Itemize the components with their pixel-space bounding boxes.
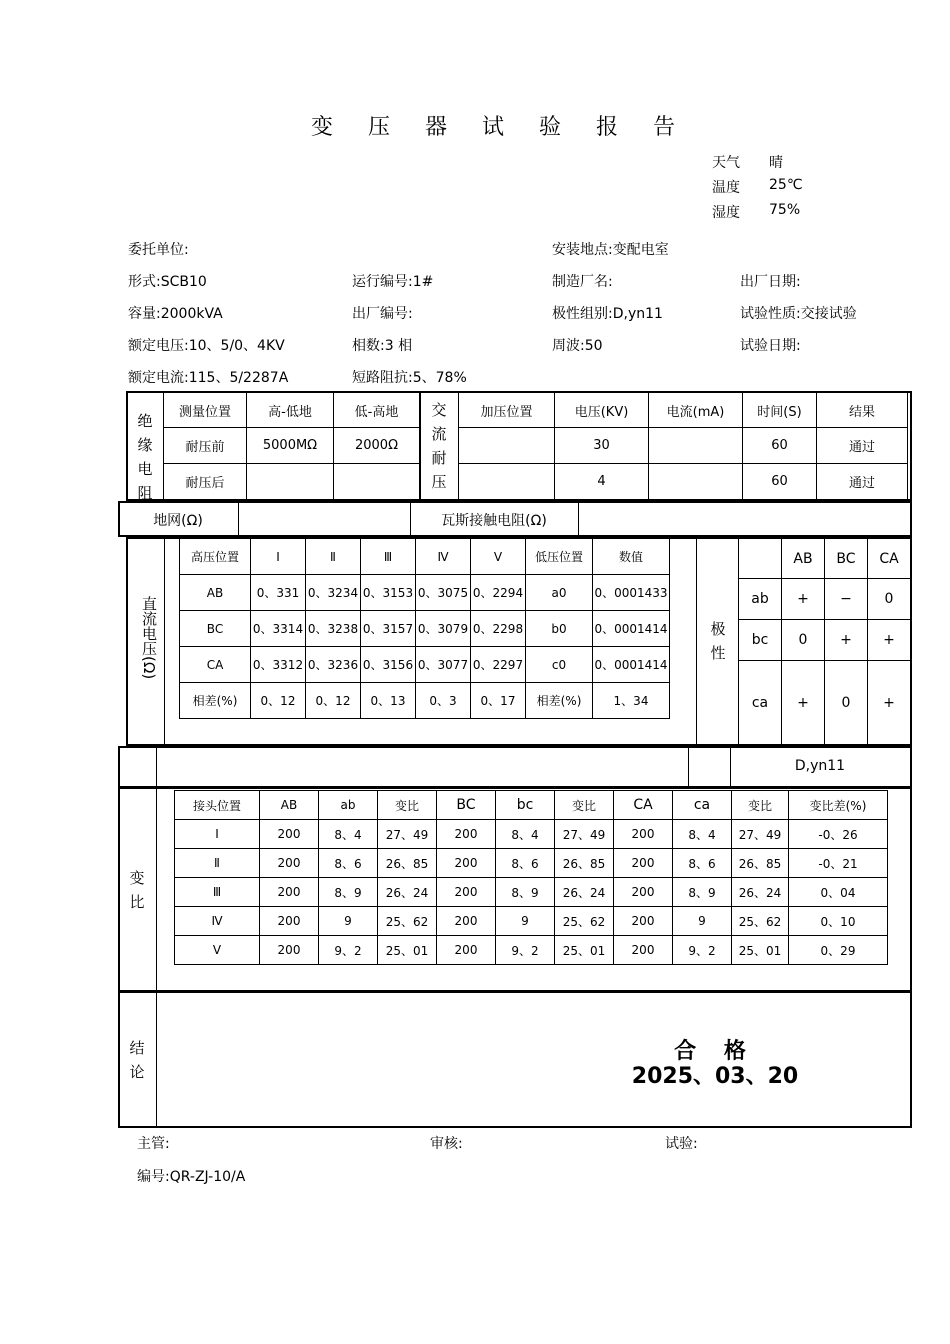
dc-cell: a0 xyxy=(526,575,593,611)
polarity-cell: + xyxy=(782,579,825,620)
table-row xyxy=(180,611,670,647)
weather-label: 天气 xyxy=(712,155,740,171)
ratio-cell: 26、85 xyxy=(732,849,789,878)
ratio-header: bc xyxy=(496,791,555,820)
ratio-cell: 8、6 xyxy=(319,849,378,878)
polarity-cell: 0 xyxy=(825,661,868,745)
dc-header: 高压位置 xyxy=(180,539,251,575)
ratio-cell: 25、62 xyxy=(378,907,437,936)
ratio-cell: 26、24 xyxy=(732,878,789,907)
dc-cell: 0、331 xyxy=(251,575,306,611)
ratio-cell: 8、6 xyxy=(496,849,555,878)
frequency-field: 周波:50 xyxy=(552,338,603,354)
dc-cell: 0、3153 xyxy=(361,575,416,611)
impedance-field: 短路阻抗:5、78% xyxy=(352,370,467,386)
polarity-header: CA xyxy=(868,539,911,579)
ratio-cell: 8、4 xyxy=(673,820,732,849)
ratio-cell: 26、24 xyxy=(378,878,437,907)
ratio-cell: Ⅱ xyxy=(175,849,260,878)
dc-header: Ⅴ xyxy=(471,539,526,575)
model-field: 形式:SCB10 xyxy=(128,274,207,290)
ratio-cell: 200 xyxy=(614,849,673,878)
ratio-table xyxy=(174,790,888,965)
reviewer-field: 审核: xyxy=(430,1136,463,1152)
factory-date-field: 出厂日期: xyxy=(740,274,801,290)
withstand-header: 结果 xyxy=(817,393,908,428)
humidity-label: 湿度 xyxy=(712,205,740,221)
ratio-cell: 200 xyxy=(260,936,319,965)
ratio-cell: 8、4 xyxy=(319,820,378,849)
ratio-cell: 9 xyxy=(673,907,732,936)
dc-cell: 0、3157 xyxy=(361,611,416,647)
table-row xyxy=(175,878,888,907)
polarity-cell: 0 xyxy=(782,620,825,661)
ratio-header: BC xyxy=(437,791,496,820)
insulation-hl: 5000MΩ xyxy=(247,428,334,464)
ratio-cell: 9、2 xyxy=(496,936,555,965)
dc-cell: 0、3234 xyxy=(306,575,361,611)
table-row xyxy=(180,647,670,683)
polarity-cell: + xyxy=(868,620,911,661)
ratio-header: 变比 xyxy=(378,791,437,820)
dc-cell: 0、3 xyxy=(416,683,471,719)
dc-cell: 0、0001433 xyxy=(593,575,670,611)
rated-voltage-field: 额定电压:10、5/0、4KV xyxy=(128,338,285,354)
insulation-lh: 2000Ω xyxy=(334,428,420,464)
temperature-value: 25℃ xyxy=(769,177,803,193)
insulation-lh xyxy=(334,464,420,500)
phases-field: 相数:3 相 xyxy=(352,338,413,354)
polarity-cell: + xyxy=(825,620,868,661)
ratio-cell: 0、10 xyxy=(789,907,888,936)
conclusion-date: 2025、03、20 xyxy=(631,1064,799,1089)
dc-cell: 1、34 xyxy=(593,683,670,719)
run-no-field: 运行编号:1# xyxy=(352,274,434,290)
supervisor-field: 主管: xyxy=(137,1136,170,1152)
withstand-result: 通过 xyxy=(817,464,908,500)
client-field: 委托单位: xyxy=(128,242,189,258)
polarity-cell: ab xyxy=(739,579,782,620)
ratio-cell: 200 xyxy=(614,936,673,965)
dc-header: 低压位置 xyxy=(526,539,593,575)
vector-group-field: 极性组别:D,yn11 xyxy=(552,306,663,322)
dc-cell: c0 xyxy=(526,647,593,683)
ratio-cell: 200 xyxy=(260,849,319,878)
polarity-header xyxy=(739,539,782,579)
polarity-section-label: 极 性 xyxy=(710,620,726,662)
ratio-cell: 8、6 xyxy=(673,849,732,878)
insulation-hl xyxy=(247,464,334,500)
capacity-field: 容量:2000kVA xyxy=(128,306,223,322)
dc-cell: 0、0001414 xyxy=(593,611,670,647)
withstand-ma xyxy=(649,464,743,500)
humidity-value: 75% xyxy=(769,202,801,218)
dc-cell: 0、2297 xyxy=(471,647,526,683)
ratio-cell: 26、85 xyxy=(555,849,614,878)
withstand-result: 通过 xyxy=(817,428,908,464)
dc-cell: 相差(%) xyxy=(180,683,251,719)
withstand-header: 加压位置 xyxy=(459,393,555,428)
ratio-cell: 27、49 xyxy=(555,820,614,849)
polarity-cell: − xyxy=(825,579,868,620)
ratio-cell: 9、2 xyxy=(673,936,732,965)
withstand-s: 60 xyxy=(743,464,817,500)
ratio-cell: 200 xyxy=(614,907,673,936)
ratio-cell: 27、49 xyxy=(732,820,789,849)
dc-cell: 0、13 xyxy=(361,683,416,719)
insulation-pos: 耐压前 xyxy=(164,428,247,464)
polarity-cell: + xyxy=(868,661,911,745)
ratio-cell: 8、9 xyxy=(319,878,378,907)
factory-no-field: 出厂编号: xyxy=(352,306,413,322)
table-row xyxy=(180,575,670,611)
polarity-cell: ca xyxy=(739,661,782,745)
ratio-cell: Ⅰ xyxy=(175,820,260,849)
ratio-cell: 8、9 xyxy=(673,878,732,907)
ratio-cell: 26、85 xyxy=(378,849,437,878)
ratio-cell: 8、9 xyxy=(496,878,555,907)
gas-contact-label: 瓦斯接触电阻(Ω) xyxy=(441,513,547,529)
ratio-cell: 25、01 xyxy=(555,936,614,965)
page-title: 变 压 器 试 验 报 告 xyxy=(311,115,689,140)
conclusion-result: 合 格 xyxy=(674,1039,756,1064)
dc-cell: 0、3238 xyxy=(306,611,361,647)
insulation-header: 低-高地 xyxy=(334,393,420,428)
dc-cell: 0、3236 xyxy=(306,647,361,683)
dc-cell: 0、2294 xyxy=(471,575,526,611)
ratio-cell: 200 xyxy=(437,849,496,878)
ratio-header: 变比 xyxy=(555,791,614,820)
dc-cell: 0、3156 xyxy=(361,647,416,683)
withstand-pos xyxy=(459,428,555,464)
dc-cell: 0、0001414 xyxy=(593,647,670,683)
ratio-cell: 200 xyxy=(437,820,496,849)
ratio-cell: -0、26 xyxy=(789,820,888,849)
document-number: 编号:QR-ZJ-10/A xyxy=(137,1169,246,1185)
ratio-cell: 9 xyxy=(319,907,378,936)
dc-cell: 0、17 xyxy=(471,683,526,719)
withstand-kv: 4 xyxy=(555,464,649,500)
dc-section-label: 直流电压(Ω) xyxy=(140,596,158,680)
dc-header: Ⅲ xyxy=(361,539,416,575)
dc-cell: AB xyxy=(180,575,251,611)
ratio-header: CA xyxy=(614,791,673,820)
ratio-cell: 0、04 xyxy=(789,878,888,907)
ratio-section-label: 变 比 xyxy=(129,869,145,911)
ratio-cell: Ⅲ xyxy=(175,878,260,907)
dc-cell: 0、3079 xyxy=(416,611,471,647)
polarity-header: BC xyxy=(825,539,868,579)
dc-header: Ⅱ xyxy=(306,539,361,575)
dc-cell: 0、2298 xyxy=(471,611,526,647)
test-date-field: 试验日期: xyxy=(740,338,801,354)
ratio-cell: 9、2 xyxy=(319,936,378,965)
ratio-cell: Ⅳ xyxy=(175,907,260,936)
ratio-cell: 200 xyxy=(260,820,319,849)
withstand-s: 60 xyxy=(743,428,817,464)
insulation-header: 测量位置 xyxy=(164,393,247,428)
ratio-cell: 26、24 xyxy=(555,878,614,907)
withstand-section-label: 交 流 耐 压 xyxy=(431,401,447,491)
maker-field: 制造厂名: xyxy=(552,274,613,290)
ratio-cell: 25、01 xyxy=(378,936,437,965)
ratio-cell: 25、01 xyxy=(732,936,789,965)
ratio-header: ab xyxy=(319,791,378,820)
dc-cell: 0、3314 xyxy=(251,611,306,647)
table-row xyxy=(739,661,911,745)
polarity-table xyxy=(738,538,911,745)
table-row xyxy=(739,579,911,620)
temperature-label: 温度 xyxy=(712,180,740,196)
insulation-table xyxy=(163,392,420,500)
ratio-header: 接头位置 xyxy=(175,791,260,820)
ratio-cell: Ⅴ xyxy=(175,936,260,965)
dc-header: Ⅳ xyxy=(416,539,471,575)
ratio-header: 变比差(%) xyxy=(789,791,888,820)
withstand-header: 时间(S) xyxy=(743,393,817,428)
ground-label: 地网(Ω) xyxy=(153,513,203,529)
ratio-cell: 200 xyxy=(260,907,319,936)
table-row xyxy=(180,683,670,719)
weather-value: 晴 xyxy=(769,155,783,171)
table-row xyxy=(175,849,888,878)
table-row xyxy=(175,907,888,936)
polarity-cell: 0 xyxy=(868,579,911,620)
dc-cell: 0、12 xyxy=(306,683,361,719)
ratio-header: AB xyxy=(260,791,319,820)
dc-cell: CA xyxy=(180,647,251,683)
ratio-cell: 200 xyxy=(614,820,673,849)
ratio-cell: 0、29 xyxy=(789,936,888,965)
ratio-cell: 9 xyxy=(496,907,555,936)
ratio-cell: 200 xyxy=(614,878,673,907)
ratio-cell: 200 xyxy=(437,907,496,936)
polarity-cell: bc xyxy=(739,620,782,661)
dc-cell: 0、3312 xyxy=(251,647,306,683)
dc-cell: 0、12 xyxy=(251,683,306,719)
withstand-header: 电压(KV) xyxy=(555,393,649,428)
dc-table xyxy=(179,538,670,719)
ratio-cell: 27、49 xyxy=(378,820,437,849)
ratio-header: 变比 xyxy=(732,791,789,820)
dc-cell: 0、3077 xyxy=(416,647,471,683)
insulation-section-label: 绝 缘 电 阻 xyxy=(137,412,153,502)
withstand-pos xyxy=(459,464,555,500)
polarity-group-value: D,yn11 xyxy=(794,758,846,774)
table-row xyxy=(739,620,911,661)
insulation-pos: 耐压后 xyxy=(164,464,247,500)
conclusion-section-label: 结 论 xyxy=(129,1039,145,1081)
rated-current-field: 额定电流:115、5/2287A xyxy=(128,370,289,386)
withstand-ma xyxy=(649,428,743,464)
location-field: 安装地点:变配电室 xyxy=(552,242,669,258)
ratio-cell: 200 xyxy=(437,936,496,965)
dc-cell: 0、3075 xyxy=(416,575,471,611)
withstand-header: 电流(mA) xyxy=(649,393,743,428)
withstand-table xyxy=(458,392,908,500)
table-row xyxy=(175,820,888,849)
table-row xyxy=(175,936,888,965)
ratio-cell: 200 xyxy=(260,878,319,907)
dc-header: 数值 xyxy=(593,539,670,575)
withstand-kv: 30 xyxy=(555,428,649,464)
polarity-header: AB xyxy=(782,539,825,579)
ratio-cell: 200 xyxy=(437,878,496,907)
ratio-cell: 25、62 xyxy=(732,907,789,936)
ratio-cell: 25、62 xyxy=(555,907,614,936)
dc-cell: 相差(%) xyxy=(526,683,593,719)
dc-cell: BC xyxy=(180,611,251,647)
ratio-cell: 8、4 xyxy=(496,820,555,849)
test-type-field: 试验性质:交接试验 xyxy=(740,306,857,322)
insulation-header: 高-低地 xyxy=(247,393,334,428)
polarity-cell: + xyxy=(782,661,825,745)
ratio-cell: -0、21 xyxy=(789,849,888,878)
ratio-header: ca xyxy=(673,791,732,820)
dc-cell: b0 xyxy=(526,611,593,647)
dc-header: Ⅰ xyxy=(251,539,306,575)
tester-field: 试验: xyxy=(665,1136,698,1152)
